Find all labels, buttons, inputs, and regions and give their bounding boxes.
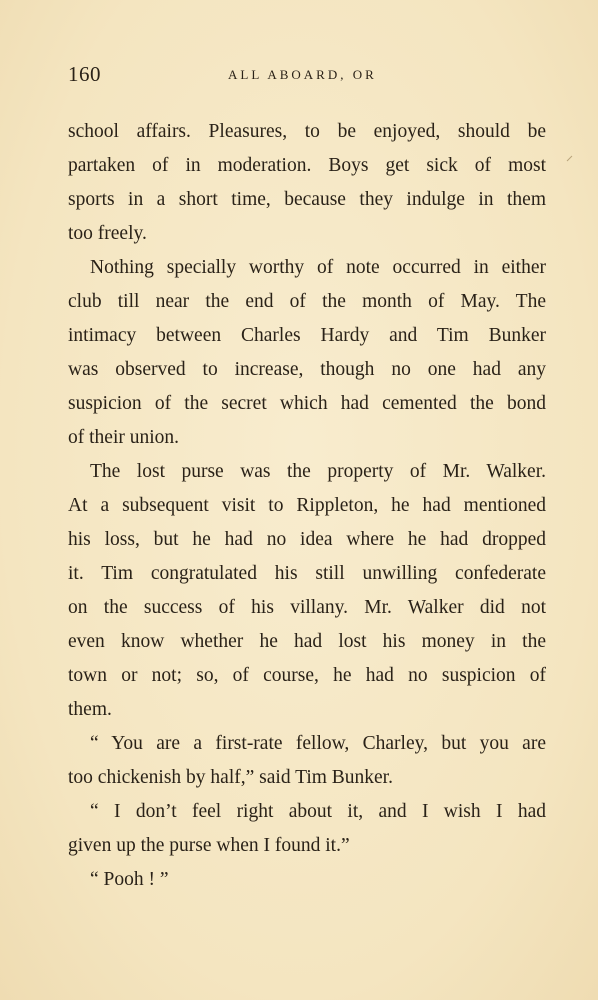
text-line: even know whether he had lost his money in the xyxy=(68,631,546,652)
text-line: club till near the end of the month of May. The xyxy=(68,291,546,312)
text-line: it. Tim congratulated his still unwilling confederate xyxy=(68,563,546,584)
text-line: of their union. xyxy=(68,427,180,448)
text-line: them. xyxy=(68,699,112,720)
paragraph xyxy=(68,727,546,795)
text-line: The lost purse was the property of Mr. Walker. xyxy=(90,461,546,482)
text-line: suspicion of the secret which had cemented the bond xyxy=(68,393,546,414)
text-line: “ Pooh ! ” xyxy=(90,869,169,890)
text-line: intimacy between Charles Hardy and Tim Bunker xyxy=(68,325,546,346)
text-line: was observed to increase, though no one had any xyxy=(68,359,546,380)
text-line: too freely. xyxy=(68,223,147,244)
page-number: 160 xyxy=(68,62,101,86)
text-line: school affairs. Pleasures, to be enjoyed, should be xyxy=(68,121,546,142)
text-line: too chickenish by half,” said Tim Bunker. xyxy=(68,767,393,788)
text-line: At a subsequent visit to Rippleton, he had mentioned xyxy=(68,495,546,516)
text-line: Nothing specially worthy of note occurred in either xyxy=(90,257,546,278)
running-head xyxy=(68,62,544,92)
text-line: his loss, but he had no idea where he had dropped xyxy=(68,529,546,550)
running-title: ALL ABOARD, OR xyxy=(228,67,377,82)
margin-pencil-mark xyxy=(567,156,573,162)
body-text xyxy=(68,115,546,897)
text-line: given up the purse when I found it.” xyxy=(68,835,350,856)
paragraph xyxy=(68,115,546,251)
text-line: “ You are a first-rate fellow, Charley, but you are xyxy=(90,733,546,754)
text-line: sports in a short time, because they indulge in them xyxy=(68,189,546,210)
paragraph xyxy=(68,455,546,727)
text-line: town or not; so, of course, he had no suspicion of xyxy=(68,665,546,686)
paragraph xyxy=(68,863,546,897)
text-line: partaken of in moderation. Boys get sick of most xyxy=(68,155,546,176)
text-line: on the success of his villany. Mr. Walker did not xyxy=(68,597,546,618)
paragraph xyxy=(68,251,546,455)
text-line: “ I don’t feel right about it, and I wish I had xyxy=(90,801,546,822)
paragraph xyxy=(68,795,546,863)
